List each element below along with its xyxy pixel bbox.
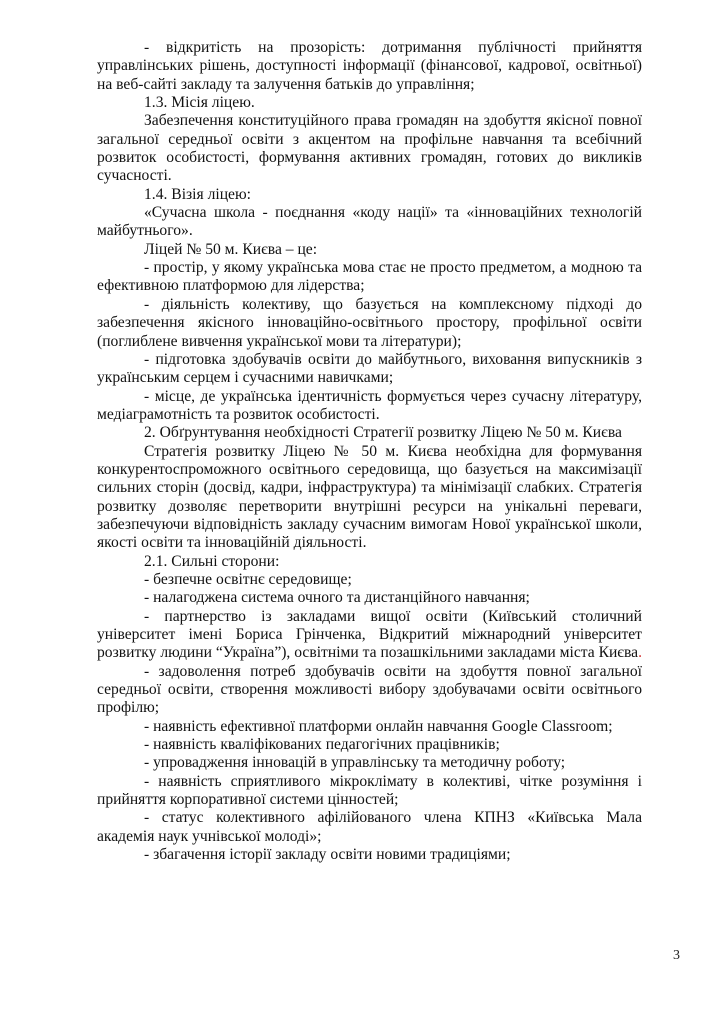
page-number: 3	[673, 948, 680, 963]
strength-item: - задоволення потреб здобувачів освіти на здобуття повної загальної середньої освіти, створення можливості вибору здобувачами освіти освітнього профілю;	[97, 662, 642, 717]
strength-item: - статус колективного афілійованого члена КПНЗ «Київська Мала академія наук учнівської молоді»;	[97, 809, 642, 845]
mission-text: Забезпечення конституційного права громадян на здобуття якісної повної загальної середньої освіти з акцентом на профільне навчання та всебічний розвиток особистості, формування активних громадян, готових до викликів сучасності.	[97, 112, 642, 185]
strength-item: - наявність ефективної платформи онлайн навчання Google Classroom;	[144, 717, 613, 735]
strength-item: - налагоджена система очного та дистанційного навчання;	[144, 589, 530, 607]
justification-heading: 2. Обґрунтування необхідності Стратегії розвитку Ліцею № 50 м. Києва	[144, 424, 622, 442]
vision-quote: «Сучасна школа - поєднання «коду нації» та «інноваційних технологій майбутнього».	[97, 204, 642, 240]
strengths-heading: 2.1. Сильні сторони:	[144, 552, 280, 570]
vision-heading: 1.4. Візія ліцею:	[144, 185, 251, 203]
strength-item: - наявність кваліфікованих педагогічних працівників;	[144, 736, 500, 754]
strength-partnership-text: - партнерство із закладами вищої освіти (Київський столичний університет імені Бориса Грінченка, Відкритий міжнародний університет розвитку людини “Україна”), освітніми та позашкільними закладами міста Києва	[97, 607, 642, 662]
strength-item: - наявність сприятливого мікроклімату в колективі, чітке розуміння і прийняття корпоративної системи цінностей;	[97, 772, 642, 809]
strength-item: - безпечне освітнє середовище;	[144, 570, 352, 588]
red-period-mark: .	[638, 644, 642, 662]
mission-heading: 1.3. Місія ліцею.	[144, 94, 255, 112]
document-page	[97, 39, 642, 864]
justification-text: Стратегія розвитку Ліцею № 50 м. Києва необхідна для формування конкурентоспроможного освітнього середовища, що базується на максимізації сильних сторін (досвід, кадри, інфраструктура) та мінімізації слабких. Стратегія розвитку дозволяє перетворити внутрішні ресурси на унікальні переваги, забезпечуючи відповідність закладу сучасним вимогам Нової української школи, якості освіти та інноваційній діяльності.	[97, 442, 642, 552]
openness-paragraph: - відкритість на прозорість: дотримання публічності прийняття управлінських рішень, доступності інформації (фінансової, кадрової, освітньої) на веб-сайті закладу та залучення батьків до управління;	[97, 39, 642, 93]
strength-item: - збагачення історії закладу освіти новими традиціями;	[144, 846, 511, 864]
list-item-team-activity: - діяльність колективу, що базується на комплексному підході до забезпечення якісного інноваційно-освітнього простору, профільної освіти (поглиблене вивчення української мови та літератури);	[97, 295, 642, 350]
list-item-place: - місце, де українська ідентичність формується через сучасну літературу, медіаграмотність та розвиток особистості.	[97, 387, 642, 423]
strength-item: - упровадження інновацій в управлінську та методичну роботу;	[144, 754, 566, 772]
strength-item-partnership	[97, 608, 642, 663]
list-item-space: - простір, у якому українська мова стає не просто предметом, а модною та ефективною платформою для лідерства;	[97, 259, 642, 295]
list-item-preparation: - підготовка здобувачів освіти до майбутнього, виховання випускників з українським серцем і сучасними навичками;	[97, 350, 642, 387]
lyceum-is-heading: Ліцей № 50 м. Києва – це:	[144, 240, 318, 258]
